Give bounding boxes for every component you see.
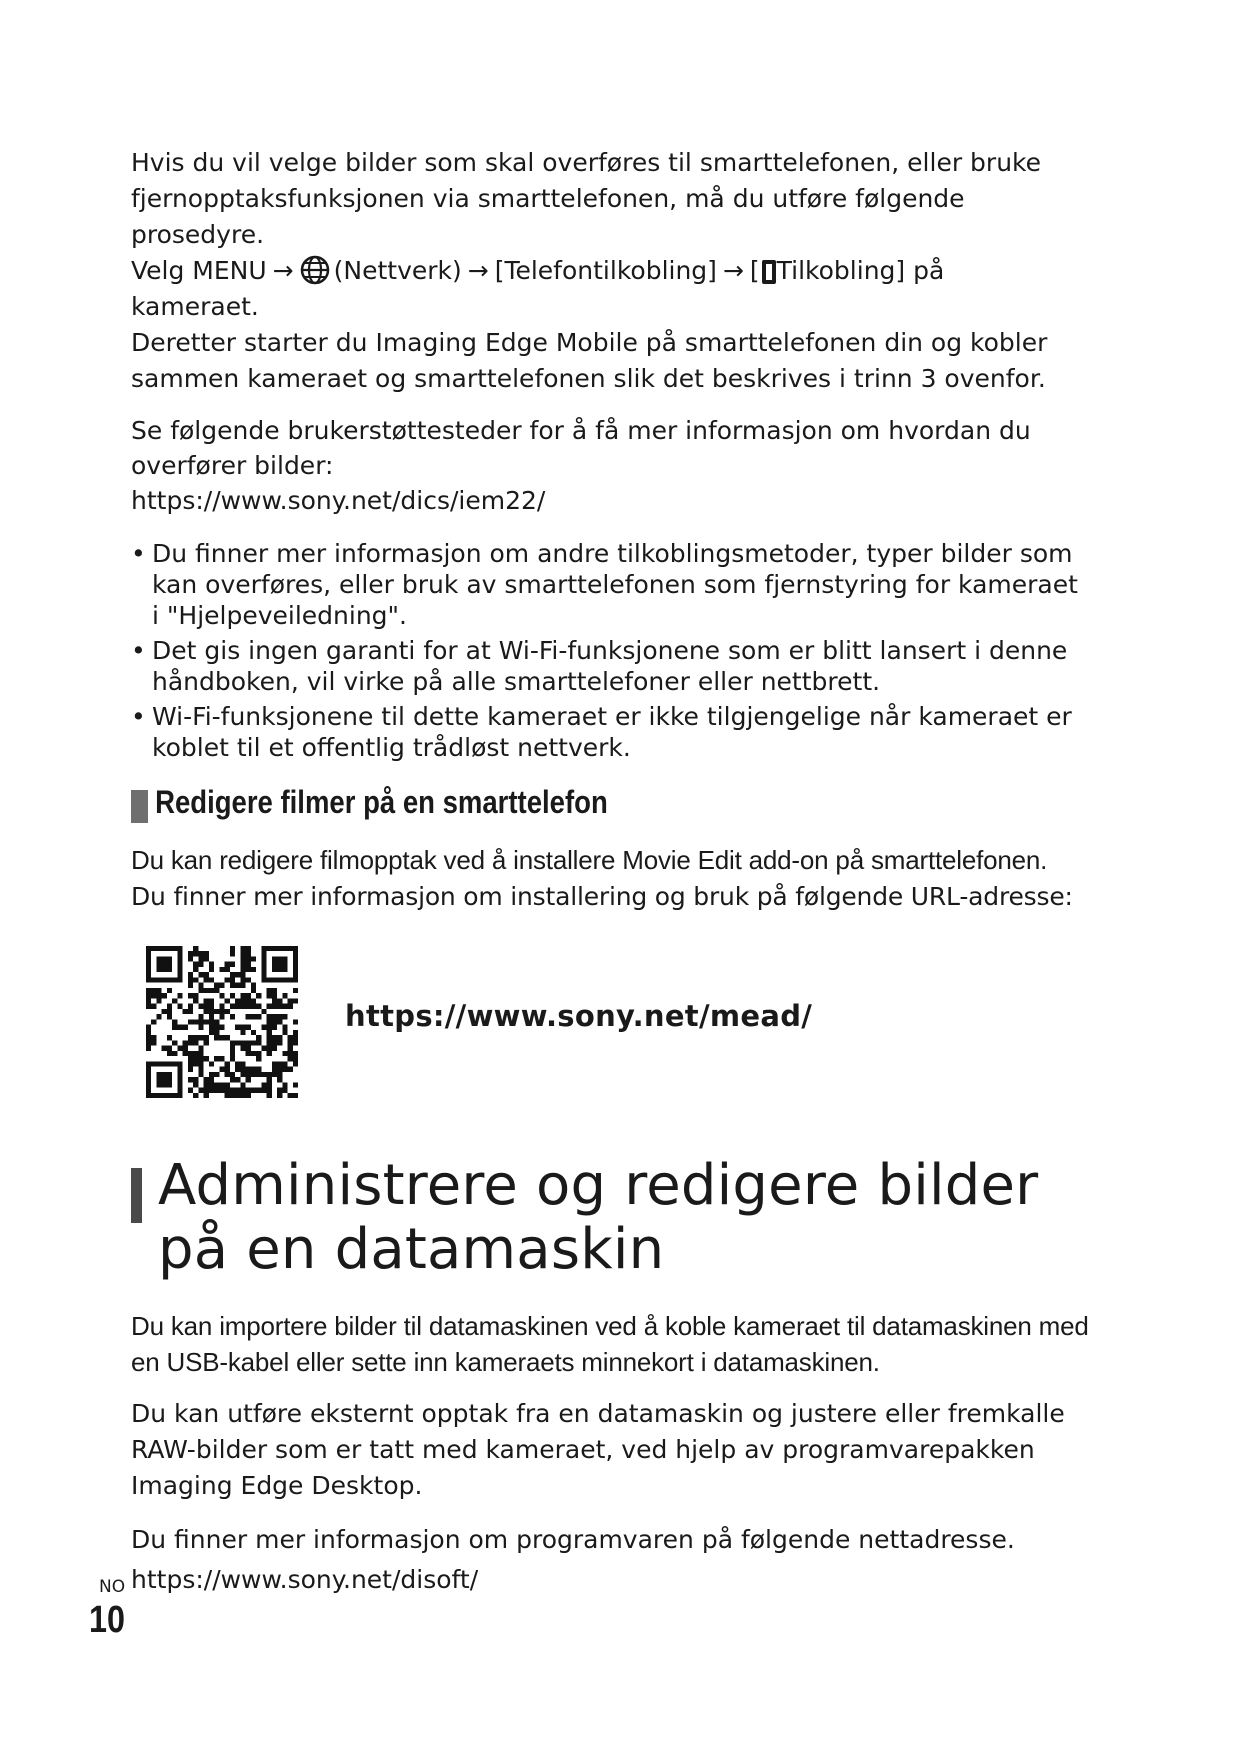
arrow-icon: → — [467, 256, 489, 285]
step-connection: Tilkobling] på — [776, 256, 945, 285]
support-url[interactable]: https://www.sony.net/dics/iem22/ — [131, 486, 546, 515]
step-network: (Nettverk) — [333, 256, 462, 285]
list-item: • Du finner mer informasjon om andre tilkoblingsmetoder, typer bilder som kan overføres, eller bruk av smarttelefonen som fjernstyring for kameraet i "Hjelpeveiledning". — [131, 538, 1091, 631]
list-item: • Wi-Fi-funksjonene til dette kameraet er ikke tilgjengelige når kameraet er koblet til et offentlig trådløst nettverk. — [131, 701, 1091, 763]
qr-code-icon — [146, 946, 298, 1098]
arrow-icon: → — [272, 256, 294, 285]
movie-edit-url[interactable]: https://www.sony.net/mead/ — [345, 999, 813, 1033]
page-number: 10 — [89, 1599, 125, 1641]
step-suffix: kameraet. — [131, 292, 259, 321]
network-globe-icon — [300, 255, 330, 285]
notes-list — [131, 538, 1091, 767]
support-paragraph — [131, 413, 1091, 518]
computer-paragraph-3 — [131, 1520, 1091, 1600]
computer-url[interactable]: https://www.sony.net/disoft/ — [131, 1565, 479, 1594]
step-phone-connection: [Telefontilkobling] — [494, 256, 717, 285]
movie-edit-text2: Du finner mer informasjon om installering og bruk på følgende URL-adresse: — [131, 882, 1073, 911]
intro-paragraph — [131, 145, 1091, 397]
movie-edit-paragraph — [131, 842, 1091, 915]
smartphone-icon — [762, 260, 776, 284]
list-item: • Det gis ingen garanti for at Wi-Fi-funksjonene som er blitt lansert i denne håndboken, vil virke på alle smarttelefoner eller nettbrett. — [131, 635, 1091, 697]
arrow-icon: → — [722, 256, 744, 285]
language-label: NO — [99, 1577, 126, 1597]
step-prefix: Velg MENU — [131, 256, 267, 285]
movie-edit-text1: Du kan redigere filmopptak ved å installere Movie Edit add-on på smarttelefonen. — [131, 845, 1048, 875]
movie-edit-heading — [131, 782, 608, 822]
computer-paragraph-1: Du kan importere bilder til datamaskinen ved å koble kameraet til datamaskinen med en USB-kabel eller sette inn kameraets minnekort i datamaskinen. — [131, 1311, 1089, 1377]
section-marker — [131, 1168, 142, 1223]
computer-heading: Administrere og redigere bilder på en datamaskin — [158, 1153, 1039, 1282]
movie-edit-heading-text: Redigere filmer på en smarttelefon — [155, 784, 608, 820]
step-connection-open: [ — [749, 256, 760, 285]
computer-paragraph-2: Du kan utføre eksternt opptak fra en datamaskin og justere eller fremkalle RAW-bilder som er tatt med kameraet, ved hjelp av programvarepakken Imaging Edge Desktop. — [131, 1399, 1065, 1500]
step-then: Deretter starter du Imaging Edge Mobile på smarttelefonen din og kobler sammen kameraet og smarttelefonen slik det beskrives i trinn 3 ovenfor. — [131, 328, 1048, 393]
support-text: Se følgende brukerstøttesteder for å få mer informasjon om hvordan du overfører bilder: — [131, 416, 1031, 480]
intro-text: Hvis du vil velge bilder som skal overføres til smarttelefonen, eller bruke fjernopptaksfunksjonen via smarttelefonen, må du utføre følgende prosedyre. — [131, 148, 1042, 249]
computer-text3: Du finner mer informasjon om programvaren på følgende nettadresse. — [131, 1525, 1015, 1554]
